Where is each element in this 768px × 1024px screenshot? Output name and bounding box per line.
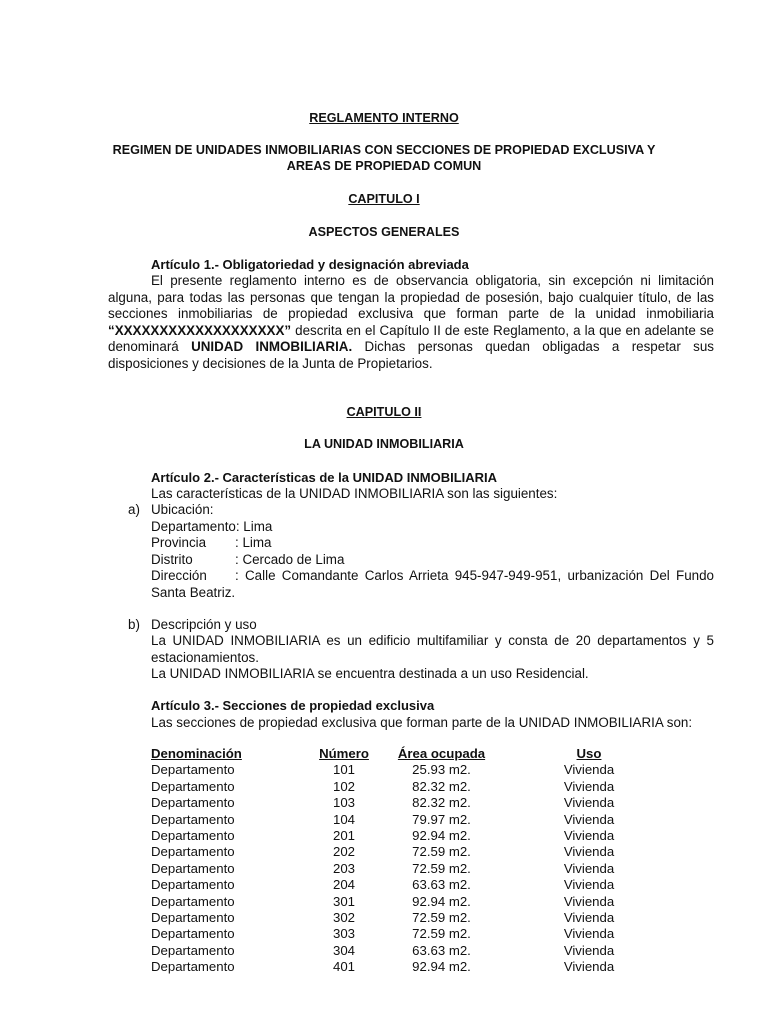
row-numero: 303 [332,926,355,942]
row-denominacion: Departamento [151,910,235,926]
row-numero: 301 [332,893,355,909]
direccion-label: Dirección [151,568,207,583]
article1-bold-name: UNIDAD INMOBILIARIA. [191,339,353,354]
article1-heading: Artículo 1.- Obligatoriedad y designación abreviada [151,257,469,272]
row-denominacion: Departamento [151,811,235,827]
row-uso: Vivienda [563,893,615,909]
row-uso: Vivienda [563,762,615,778]
article1-bold-code: “XXXXXXXXXXXXXXXXXXX” [108,322,292,338]
chapter1-label: CAPITULO I [348,192,420,206]
provincia-value: : Lima [235,535,272,550]
direccion-line [151,568,714,601]
row-uso: Vivienda [563,811,615,827]
units-table-body [151,762,669,975]
provincia-label: Provincia [151,535,207,550]
row-numero: 202 [332,844,355,860]
row-uso: Vivienda [563,844,615,860]
header-numero: Número [319,746,369,761]
article1-text-c: Dichas personas quedan obligadas a respetar sus disposiciones y decisiones de la Junta de Propietarios. [108,339,714,371]
units-table [151,746,669,976]
article2-intro: Las características de la UNIDAD INMOBILIARIA son las siguientes: [151,486,558,501]
table-row [151,779,669,795]
row-area: 72.59 m2. [412,926,471,942]
document-subtitle-line2: AREAS DE PROPIEDAD COMUN [286,159,482,173]
table-row [151,910,669,926]
article2-heading: Artículo 2.- Características de la UNIDAD INMOBILIARIA [151,470,498,485]
row-numero: 204 [332,877,355,893]
item-a-title: Ubicación: [151,502,214,517]
departamento-line: Departamento: Lima [151,519,273,534]
row-area: 63.63 m2. [412,942,471,958]
row-area: 79.97 m2. [412,811,471,827]
item-b-title: Descripción y uso [151,617,257,632]
distrito-label: Distrito [151,552,193,567]
document-title: REGLAMENTO INTERNO [309,111,459,125]
row-area: 92.94 m2. [412,959,471,975]
direccion-value: : Calle Comandante Carlos Arrieta 945-947-949-951, urbanización Del Fundo Santa Beatriz. [151,568,714,600]
table-row [151,959,669,975]
row-denominacion: Departamento [151,762,235,778]
row-denominacion: Departamento [151,795,235,811]
row-numero: 101 [332,762,355,778]
row-denominacion: Departamento [151,942,235,958]
row-numero: 304 [332,942,355,958]
item-a-marker: a) [128,502,140,517]
table-row [151,877,669,893]
table-row [151,828,669,844]
chapter1-title: ASPECTOS GENERALES [308,225,460,239]
row-denominacion: Departamento [151,959,235,975]
row-area: 82.32 m2. [412,795,471,811]
row-area: 72.59 m2. [412,860,471,876]
article3-heading: Artículo 3.- Secciones de propiedad exclusiva [151,698,435,713]
header-denominacion: Denominación [151,746,242,761]
row-uso: Vivienda [563,910,615,926]
row-uso: Vivienda [563,926,615,942]
row-numero: 201 [332,828,355,844]
table-row [151,762,669,778]
table-row [151,861,669,877]
row-numero: 102 [332,778,355,794]
distrito-line [151,552,344,569]
row-denominacion: Departamento [151,828,235,844]
row-denominacion: Departamento [151,926,235,942]
table-row [151,844,669,860]
row-denominacion: Departamento [151,860,235,876]
row-area: 92.94 m2. [412,828,471,844]
table-row [151,894,669,910]
header-area: Área ocupada [397,746,486,761]
table-row [151,926,669,942]
item-b-text1: La UNIDAD INMOBILIARIA es un edificio multifamiliar y consta de 20 departamentos y 5 estacionamientos. [151,633,714,665]
article1-paragraph [108,273,714,372]
table-row [151,943,669,959]
article1-text-a: El presente reglamento interno es de observancia obligatoria, sin excepción ni limitación alguna, para todas las personas que tengan la propiedad de posesión, bajo cualquier título, de las secciones inmobiliarias de propiedad exclusiva que forman parte de la unidad inmobiliaria [108,273,714,321]
row-numero: 401 [332,959,355,975]
row-numero: 302 [332,910,355,926]
row-denominacion: Departamento [151,778,235,794]
table-row [151,812,669,828]
distrito-value: : Cercado de Lima [235,552,345,567]
row-area: 72.59 m2. [412,844,471,860]
row-area: 72.59 m2. [412,910,471,926]
row-area: 25.93 m2. [412,762,471,778]
row-area: 63.63 m2. [412,877,471,893]
row-uso: Vivienda [563,860,615,876]
row-uso: Vivienda [563,959,615,975]
item-b-marker: b) [128,617,140,632]
row-denominacion: Departamento [151,844,235,860]
row-uso: Vivienda [563,795,615,811]
chapter2-title: LA UNIDAD INMOBILIARIA [304,437,464,451]
row-uso: Vivienda [563,778,615,794]
article3-intro: Las secciones de propiedad exclusiva que forman parte de la UNIDAD INMOBILIARIA son: [151,715,693,730]
row-denominacion: Departamento [151,877,235,893]
row-numero: 104 [332,811,355,827]
row-area: 82.32 m2. [412,778,471,794]
chapter2-label: CAPITULO II [346,405,422,419]
article1-text-b: descrita en el Capítulo II de este Reglamento, a la que en adelante se denominará [108,322,714,354]
row-area: 92.94 m2. [412,893,471,909]
row-uso: Vivienda [563,877,615,893]
row-uso: Vivienda [563,942,615,958]
row-denominacion: Departamento [151,893,235,909]
units-table-header [151,746,669,762]
document-subtitle-line1: REGIMEN DE UNIDADES INMOBILIARIAS CON SECCIONES DE PROPIEDAD EXCLUSIVA Y [112,143,656,157]
row-numero: 103 [332,795,355,811]
row-numero: 203 [332,860,355,876]
header-uso: Uso [576,746,602,761]
table-row [151,795,669,811]
item-b-text2: La UNIDAD INMOBILIARIA se encuentra destinada a un uso Residencial. [151,666,589,681]
provincia-line [151,535,271,552]
row-uso: Vivienda [563,828,615,844]
